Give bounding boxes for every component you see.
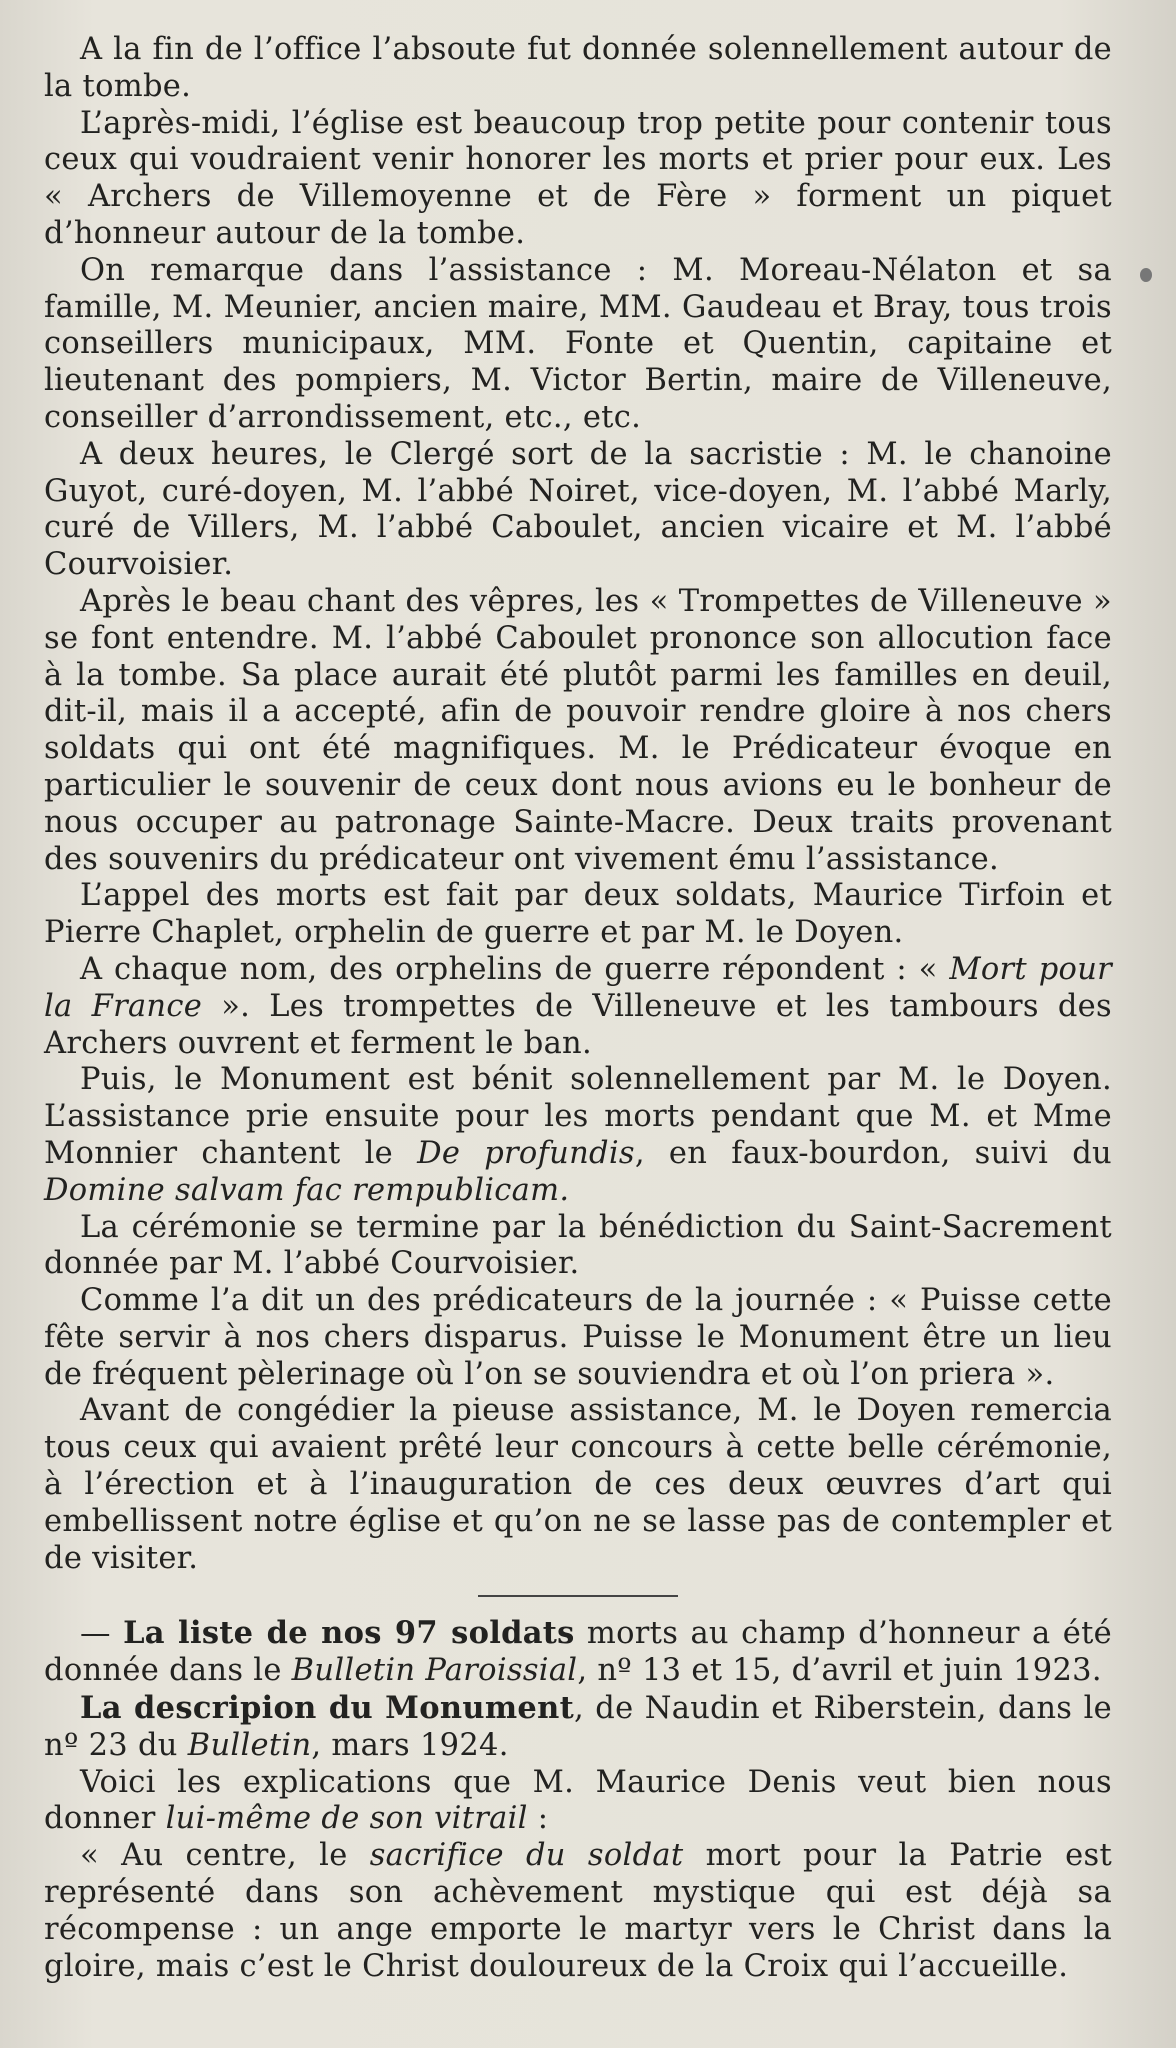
text-run: Puis, le Monument est bénit solennellement par M. le Doyen. L’assistance prie ensuite pour les morts pendant que M. et Mme Monnier chantent le <box>44 1062 1112 1171</box>
body-text <box>44 32 1112 1985</box>
text-run: , de Naudin et Riberstein, dans le nº 23 du <box>44 1691 1112 1763</box>
text-run: — <box>80 1616 124 1652</box>
paragraph <box>44 952 1112 1062</box>
paragraph: Comme l’a dit un des prédicateurs de la journée : « Puisse cette fête servir à nos chers disparus. Puisse le Monument être un lieu de fréquent pèlerinage où l’on se souviendra et où l’on priera ». <box>44 1283 1112 1392</box>
paragraph: A la fin de l’office l’absoute fut donnée solennellement autour de la tombe. <box>44 32 1112 104</box>
paragraph: Avant de congédier la pieuse assistance, M. le Doyen remercia tous ceux qui avaient prêté leur concours à cette belle cérémonie, à l’érection et à l’inauguration de ces deux œuvres d’art qui embellissent notre église et qu’on ne se lasse pas de contempler et de visiter. <box>44 1393 1112 1576</box>
text-run: , en faux-bourdon, suivi du <box>634 1135 1112 1171</box>
bold-phrase: La liste de nos 97 soldats <box>123 1615 575 1652</box>
text-run: , nº 13 et 15, d’avril et juin 1923. <box>577 1653 1102 1689</box>
paragraph <box>44 1062 1112 1209</box>
italic-phrase: De profundis <box>417 1135 635 1171</box>
paragraph: La cérémonie se termine par la bénédiction du Saint-Sacrement donnée par M. l’abbé Courvoisier. <box>44 1209 1112 1282</box>
section-divider <box>478 1595 678 1597</box>
italic-phrase: Mort pour la France <box>44 951 1113 1024</box>
paragraph: On remarque dans l’assistance : M. Moreau-Nélaton et sa famille, M. Meunier, ancien maire, MM. Gaudeau et Bray, tous trois conseillers municipaux, MM. Fonte et Quentin, capitaine et lieutenant des pompiers, M. Victor Bertin, maire de Villeneuve, conseiller d’arrondissement, etc., etc. <box>44 252 1112 435</box>
text-run: « Au centre, le <box>80 1838 370 1874</box>
italic-phrase: Bulletin <box>187 1727 312 1763</box>
paragraph <box>44 1838 1112 1985</box>
italic-phrase: Domine salvam fac rempublicam. <box>44 1172 570 1208</box>
paragraph <box>44 1690 1112 1765</box>
paragraph: A deux heures, le Clergé sort de la sacristie : M. le chanoine Guyot, curé-doyen, M. l’abbé Noiret, vice-doyen, M. l’abbé Marly, curé de Villers, M. l’abbé Caboulet, ancien vicaire et M. l’abbé Courvoisier. <box>44 436 1112 583</box>
paragraph <box>44 1615 1112 1690</box>
text-run: , mars 1924. <box>311 1727 509 1763</box>
paragraph <box>44 1765 1112 1839</box>
italic-phrase: Bulletin Paroissial <box>291 1653 578 1689</box>
italic-phrase: sacrifice du soldat <box>369 1838 684 1874</box>
margin-mark <box>1140 268 1152 282</box>
text-run: : <box>527 1801 549 1837</box>
paragraph: L’appel des morts est fait par deux soldats, Maurice Tirfoin et Pierre Chaplet, orphelin de guerre et par M. le Doyen. <box>44 878 1112 951</box>
text-run: Voici les explications que M. Maurice Denis veut bien nous donner <box>44 1764 1112 1837</box>
text-run: mort pour la Patrie est représenté dans son achèvement mystique qui est déjà sa récompense : un ange emporte le martyr vers le Christ dans la gloire, mais c’est le Christ douloureux de la Croix qui l’accueille. <box>44 1838 1112 1984</box>
italic-phrase: lui-même de son vitrail <box>165 1801 528 1837</box>
text-run: A chaque nom, des orphelins de guerre répondent : « <box>80 951 938 987</box>
paragraph: L’après-midi, l’église est beaucoup trop petite pour contenir tous ceux qui voudraient venir honorer les morts et prier pour eux. Les « Archers de Villemoyenne et de Fère » forment un piquet d’honneur autour de la tombe. <box>44 105 1112 251</box>
paragraph: Après le beau chant des vêpres, les « Trompettes de Villeneuve » se font entendre. M. l’abbé Caboulet prononce son allocution face à la tombe. Sa place aurait été plutôt parmi les familles en deuil, dit-il, mais il a accepté, afin de pouvoir rendre gloire à nos chers soldats qui ont été magnifiques. M. le Prédicateur évoque en particulier le souvenir de ceux dont nous avions eu le bonheur de nous occuper au patronage Sainte-Macre. Deux traits provenant des souvenirs du prédicateur ont vivement ému l’assistance. <box>44 583 1112 877</box>
text-run: morts au champ d’honneur a été donnée dans le <box>44 1616 1112 1689</box>
text-run: ». Les trompettes de Villeneuve et les tambours des Archers ouvrent et ferment le ban. <box>44 988 1112 1061</box>
bold-phrase: La descripion du Monument <box>80 1690 574 1727</box>
